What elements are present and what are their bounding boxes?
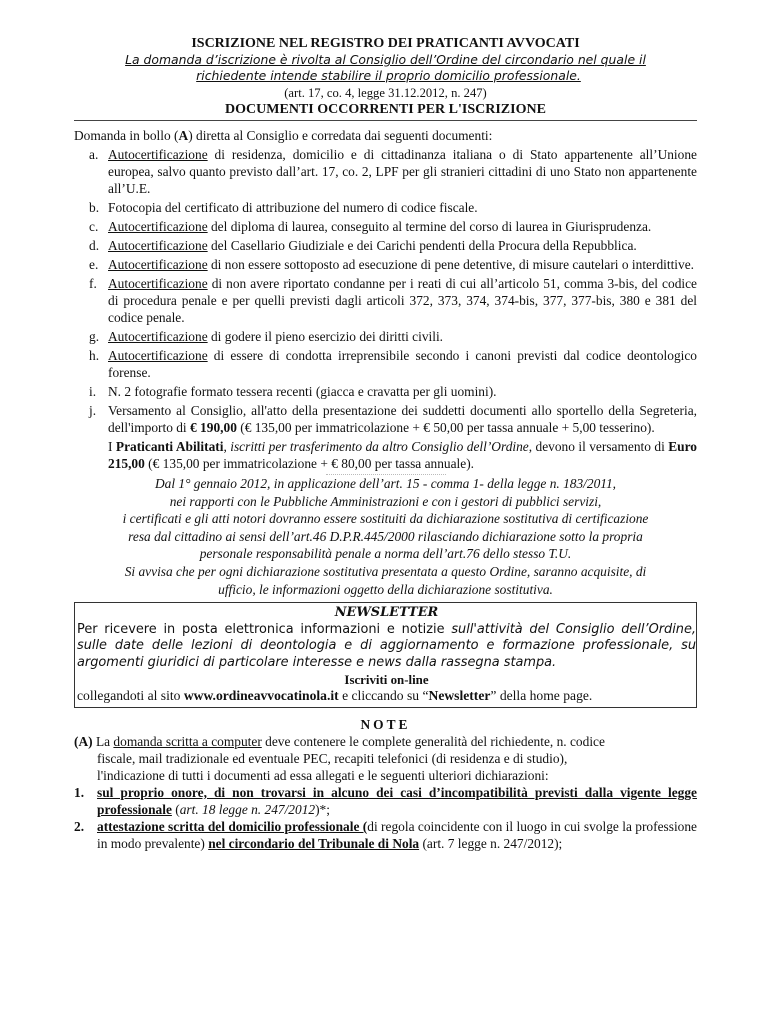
- documents-heading: DOCUMENTI OCCORRENTI PER L'ISCRIZIONE: [74, 101, 697, 121]
- list-item: h. Autocertificazione di essere di condotta irreprensibile secondo i canoni previsti dal codice deontologico forense.: [89, 348, 697, 380]
- documents-list: [74, 146, 697, 436]
- abilitati-paragraph: I Praticanti Abilitati, iscritti per trasferimento da altro Consiglio dell’Ordine, devono il versamento di Euro 215,00 (€ 135,00 per immatricolazione + € 80,00 per tassa annuale).: [108, 439, 697, 471]
- page-title: ISCRIZIONE NEL REGISTRO DEI PRATICANTI AVVOCATI: [191, 36, 580, 51]
- dpr-notice: Dal 1° gennaio 2012, in applicazione dell’art. 15 - comma 1- della legge n. 183/2011, nei rapporti con le Pubbliche Amministrazioni e con i gestori di pubblici servizi, i certificati e gli atti notori dovranno essere sostituiti da dichiarazione sostitutiva di certificazione resa dal cittadino ai sensi dell’art.46 D.P.R.445/2000 rilasciando dichiarazione sotto la propria personale responsabilità penale a norma dell’art.76 dello stesso T.U. Si avvisa che per ogni dichiarazione sostitutiva presentata a questo Ordine, saranno acquisite, di ufficio, le informazioni oggetto della dichiarazione sostitutiva.: [122, 476, 649, 597]
- subscribe-heading: Iscriviti on-line: [344, 672, 429, 687]
- list-item-payment: j. Versamento al Consiglio, all'atto della presentazione dei suddetti documenti allo sportello della Segreteria, dell'importo di € 190,00 (€ 135,00 per immatricolazione + € 50,00 per tassa annuale + 5,00 tesserino).: [89, 403, 697, 435]
- newsletter-heading: NEWSLETTER: [334, 605, 439, 621]
- intro-paragraph: Domanda in bollo (A) diretta al Consiglio e corredata dai seguenti documenti:: [74, 128, 493, 143]
- subscribe-text: collegandoti al sito www.ordineavvocatinola.it e cliccando su “Newsletter” della home page.: [77, 688, 593, 704]
- abilitati-amount: Euro 215,00: [108, 439, 697, 471]
- subtitle-line-1: La domanda d’iscrizione è rivolta al Consiglio dell’Ordine del circondario nel quale il: [125, 52, 646, 67]
- law-reference: (art. 17, co. 4, legge 31.12.2012, n. 247): [284, 86, 487, 100]
- list-item: b. Fotocopia del certificato di attribuzione del numero di codice fiscale.: [89, 200, 478, 215]
- note-item-1: 1. sul proprio onore, di non trovarsi in alcuno dei casi d’incompatibilità previsti dalla vigente legge professionale (art. 18 legge n. 247/2012)*;: [74, 784, 697, 817]
- payment-amount: € 190,00: [190, 420, 237, 435]
- newsletter-box: [74, 602, 697, 708]
- notes-heading: NOTE: [360, 716, 411, 732]
- list-item: i. N. 2 fotografie formato tessera recenti (giacca e cravatta per gli uomini).: [89, 384, 497, 399]
- newsletter-link[interactable]: Newsletter: [428, 688, 491, 704]
- list-item: a. Autocertificazione di residenza, domicilio e di cittadinanza italiana o di Stato appartenente all’Unione europea, salvo quanto previsto dall’art. 17, co. 2, LPF per gli stranieri cittadini di uno Stato non appartenente all’U.E.: [89, 147, 697, 196]
- list-item: d. Autocertificazione del Casellario Giudiziale e dei Carichi pendenti della Procura della Repubblica.: [89, 238, 637, 253]
- list-item: c. Autocertificazione del diploma di laurea, conseguito al termine del corso di laurea in Giurisprudenza.: [89, 219, 652, 234]
- list-item: g. Autocertificazione di godere il pieno esercizio dei diritti civili.: [89, 329, 444, 344]
- note-item-2: 2. attestazione scritta del domicilio professionale (di regola coincidente con il luogo in cui svolge la professione in modo prevalente) nel circondario del Tribunale di Nola (art. 7 legge n. 247/2012);: [74, 818, 697, 851]
- site-link[interactable]: www.ordineavvocatinola.it: [183, 688, 339, 704]
- list-item: e. Autocertificazione di non essere sottoposto ad esecuzione di pene detentive, di misure cautelari o interdittive.: [89, 257, 695, 272]
- newsletter-text: Per ricevere in posta elettronica informazioni e notizie sull'attività del Consiglio dell’Ordine, sulle date delle lezioni di deontologia e di aggiornamento e formazione professionale, su argomenti giuridici di particolare interesse e news dalla rassegna stampa.: [77, 621, 697, 670]
- note-a: (A) La domanda scritta a computer deve contenere le complete generalità del richiedente, n. codice fiscale, mail tradizionale ed eventuale PEC, recapiti telefonici (di residenza e di studio), l'indicazione di tutti i documenti ad essa allegati e le seguenti ulteriori dichiarazioni:: [74, 733, 605, 783]
- list-item: f. Autocertificazione di non avere riportato condanne per i reati di cui all’articolo 51, comma 3-bis, del codice di procedura penale e per quelli previsti dagli articoli 372, 373, 374, 374-bis, 377, 377-bis, 380 e 381 del codice penale.: [89, 276, 697, 325]
- subtitle-line-2: richiedente intende stabilire il proprio domicilio professionale.: [196, 67, 581, 83]
